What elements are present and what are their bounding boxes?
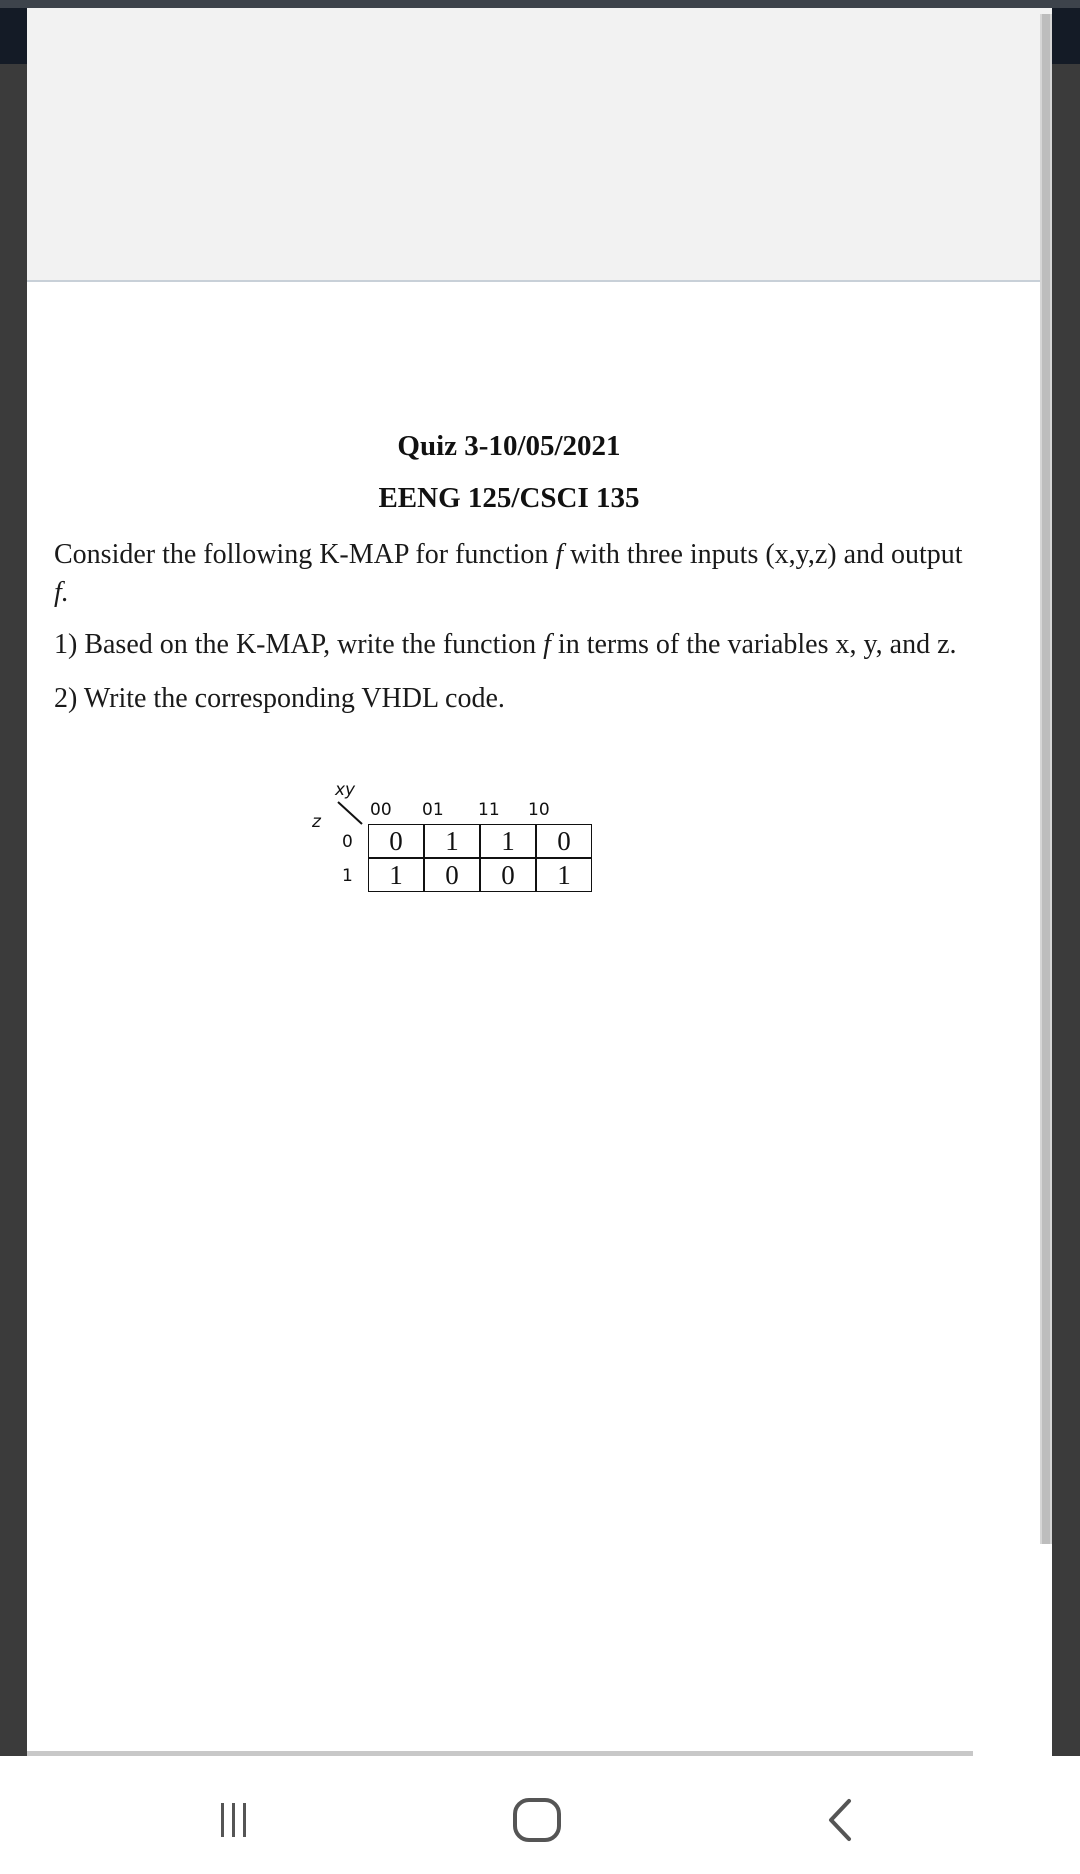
- back-button[interactable]: [800, 1790, 880, 1850]
- back-icon: [815, 1795, 865, 1845]
- k-map-cell: 1: [424, 824, 480, 858]
- k-map-col-label: 00: [370, 800, 392, 820]
- k-map-col-label: 10: [528, 800, 550, 820]
- k-map-row-label: 1: [342, 866, 353, 886]
- home-button[interactable]: [497, 1790, 577, 1850]
- left-frame-top: [0, 8, 27, 64]
- k-map-cell: 0: [424, 858, 480, 892]
- recent-apps-button[interactable]: [194, 1790, 274, 1850]
- k-map-col-var: xy: [335, 780, 356, 800]
- left-frame: [0, 8, 27, 1756]
- quiz-title: Quiz 3-10/05/2021: [397, 430, 621, 462]
- k-map-cell: 1: [368, 858, 424, 892]
- question-2: 2) Write the corresponding VHDL code.: [54, 683, 505, 714]
- k-map-cell: 1: [480, 824, 536, 858]
- k-map: [290, 780, 610, 900]
- recent-apps-icon: [209, 1795, 259, 1845]
- page-header-area: [27, 8, 1052, 282]
- k-map-row-label: 0: [342, 832, 353, 852]
- right-frame: [1052, 8, 1080, 1756]
- k-map-cell: 0: [480, 858, 536, 892]
- status-bar-strip: [0, 0, 1080, 8]
- k-map-cell: 0: [536, 824, 592, 858]
- k-map-cell: 0: [368, 824, 424, 858]
- intro-paragraph: Consider the following K-MAP for function f with three inputs (x,y,z) and output f.: [54, 539, 963, 608]
- question-1: 1) Based on the K-MAP, write the function f in terms of the variables x, y, and z.: [54, 629, 957, 660]
- k-map-col-label: 01: [422, 800, 444, 820]
- right-frame-top: [1052, 8, 1080, 64]
- k-map-row-var: z: [312, 812, 321, 832]
- k-map-col-label: 11: [478, 800, 500, 820]
- course-title: EENG 125/CSCI 135: [378, 482, 640, 514]
- vertical-scrollbar-thumb[interactable]: [1042, 14, 1050, 1544]
- home-icon: [507, 1790, 567, 1850]
- k-map-cell: 1: [536, 858, 592, 892]
